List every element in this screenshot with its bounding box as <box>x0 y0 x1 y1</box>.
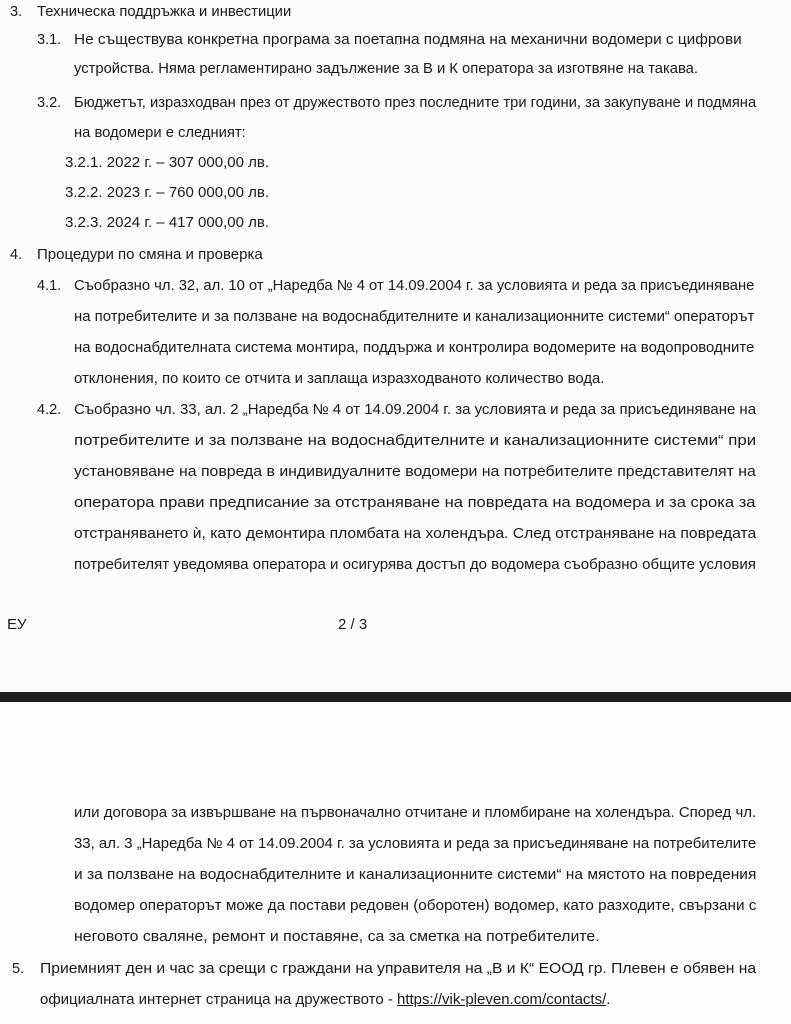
continuation-line-1: или договора за извършване на първоначално отчитане и пломбиране на холендъра. Според чл. <box>74 805 757 821</box>
section-4-2-line-3: установяване на повреда в индивидуалните водомери на потребителите представителят на <box>74 464 756 480</box>
section-4-2-line-6: потребителят уведомява оператора и осигурява достъп до водомера съобразно общите условия <box>74 557 756 573</box>
section-5-line-2-text: официалната интернет страница на дружеството - <box>40 992 397 1008</box>
continuation-line-3: и за ползване на водоснабдителните и канализационните системи“ на мястото на повредения <box>74 867 757 883</box>
section-3-heading: Техническа поддръжка и инвестиции <box>37 4 292 20</box>
section-4-1-line-2: на потребителите и за ползване на водоснабдителните и канализационните системи“ операторът <box>74 309 755 325</box>
section-4-1-line-3: на водоснабдителната система монтира, поддържа и контролира водомерите на водопроводните <box>74 340 755 356</box>
section-4-1-number: 4.1. <box>37 278 62 294</box>
page-separator <box>0 692 791 702</box>
section-4-1-line-1: Съобразно чл. 32, ал. 10 от „Наредба № 4 от 14.09.2004 г. за условията и реда за присъединяване <box>74 278 755 294</box>
section-3-2-number: 3.2. <box>37 95 62 111</box>
page-number: 2 / 3 <box>338 616 368 633</box>
section-5-line-2-period: . <box>606 992 611 1008</box>
continuation-line-5: неговото сваляне, ремонт и поставяне, са за сметка на потребителите. <box>74 929 600 945</box>
budget-item-2023: 3.2.2. 2023 г. – 760 000,00 лв. <box>65 185 270 201</box>
section-3-number: 3. <box>10 4 23 20</box>
budget-item-2024: 3.2.3. 2024 г. – 417 000,00 лв. <box>65 215 270 231</box>
section-4-2-line-1: Съобразно чл. 33, ал. 2 „Наредба № 4 от 14.09.2004 г. за условията и реда за присъединяване на <box>74 402 757 418</box>
section-5-number: 5. <box>12 961 25 977</box>
section-5-line-2 <box>40 991 610 1009</box>
continuation-line-4: водомер операторът може да постави редовен (оборотен) водомер, като разходите, свързани с <box>74 898 757 914</box>
section-5-line-1: Приемният ден и час за срещи с граждани на управителя на „В и К“ ЕООД гр. Плевен е обявен на <box>40 961 757 977</box>
section-4-2-number: 4.2. <box>37 402 62 418</box>
continuation-line-2: 33, ал. 3 „Наредба № 4 от 14.09.2004 г. за условията и реда за присъединяване на потребителите <box>74 836 757 852</box>
section-3-2-line-1: Бюджетът, изразходван през от дружеството през последните три години, за закупуване и подмяна <box>74 95 757 111</box>
section-3-1-line-1: Не съществува конкретна програма за поетапна подмяна на механични водомери с цифрови <box>74 32 742 48</box>
document-page-3 <box>0 702 791 1024</box>
section-4-2-line-2: потребителите и за ползване на водоснабдителните и канализационните системи“ при <box>74 433 757 449</box>
section-4-1-line-4: отклонения, по които се отчита и заплаща изразходваното количество вода. <box>74 371 605 387</box>
contacts-link[interactable]: https://vik-pleven.com/contacts/ <box>396 992 607 1008</box>
budget-item-2022: 3.2.1. 2022 г. – 307 000,00 лв. <box>65 155 270 171</box>
section-3-1-line-2: устройства. Няма регламентирано задължение за В и К оператора за изготвяне на такава. <box>74 61 698 77</box>
section-4-heading: Процедури по смяна и проверка <box>37 247 263 263</box>
section-4-2-line-4: оператора прави предписание за отстраняване на повредата на водомера и за срока за <box>74 495 756 511</box>
section-4-2-line-5: отстраняването ѝ, като демонтира пломбата на холендъра. След отстраняване на повредата <box>74 526 757 542</box>
section-3-1-number: 3.1. <box>37 32 62 48</box>
section-4-number: 4. <box>10 247 23 263</box>
section-3-2-line-2: на водомери е следният: <box>74 125 246 141</box>
footer-initials: ЕУ <box>7 616 27 633</box>
